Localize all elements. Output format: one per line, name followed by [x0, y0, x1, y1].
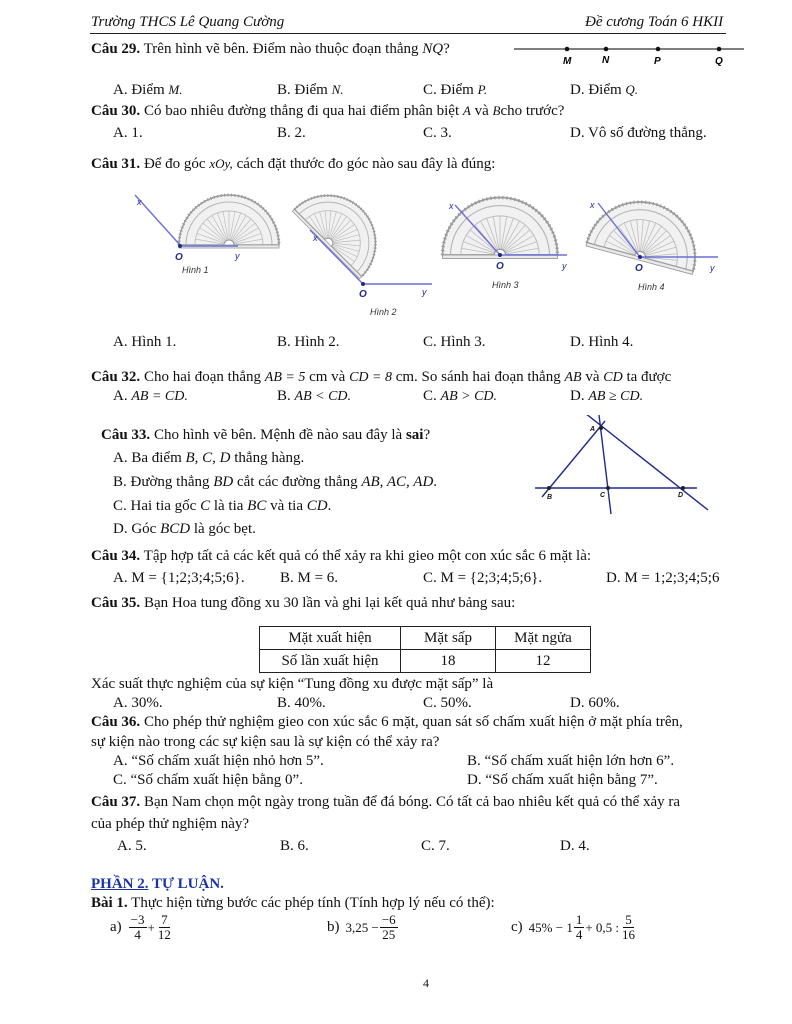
- option-value: AB = CD.: [131, 389, 188, 404]
- question-text: và: [585, 369, 600, 385]
- question-label: Câu 32.: [91, 369, 141, 385]
- denominator: 16: [622, 926, 636, 942]
- math: C: [200, 498, 211, 514]
- label-a: A: [590, 426, 596, 433]
- option-text: là góc bẹt.: [193, 521, 256, 537]
- option-value: M.: [168, 82, 183, 97]
- option-text: cắt các đường thẳng: [236, 474, 358, 490]
- header-doc-title: Đề cương Toán 6 HKII: [585, 14, 724, 30]
- numerator: 7: [161, 912, 168, 927]
- table-cell: Mặt ngửa: [496, 627, 591, 650]
- question-31: [91, 157, 495, 172]
- figure-hinh-2: [292, 185, 432, 317]
- point-n: [604, 47, 609, 52]
- option-d: D. 4.: [560, 838, 590, 854]
- option-label: D.: [570, 388, 585, 404]
- option-d: D. “Số chấm xuất hiện bằng 7”.: [467, 772, 658, 788]
- option-b: [113, 475, 437, 490]
- option-label: A. Điểm: [113, 82, 165, 98]
- item-label: c): [511, 918, 523, 935]
- option-c: C. “Số chấm xuất hiện bằng 0”.: [113, 772, 303, 788]
- math: BCD: [160, 521, 191, 537]
- line-ab: [542, 421, 605, 497]
- question-text: Cho phép thử nghiệm gieo con xúc sắc 6 mặt, quan sát số chấm xuất hiện ở mặt phía trên,: [143, 714, 683, 730]
- option-value: AB ≥ CD.: [588, 389, 644, 404]
- table-cell: 12: [496, 650, 591, 673]
- question-label: Câu 35.: [91, 595, 141, 611]
- expression: 3,25 −: [345, 919, 379, 935]
- math: B: [492, 103, 501, 118]
- numerator: −3: [130, 912, 145, 927]
- point-a: [599, 426, 603, 430]
- label-x: x: [590, 200, 595, 210]
- denominator: 4: [134, 926, 141, 942]
- numerator: 5: [625, 912, 632, 927]
- option-text: C. Hai tia gốc: [113, 498, 197, 514]
- option-d: [570, 389, 643, 404]
- option-c: C. M = {2;3;4;5;6}.: [423, 570, 543, 586]
- label-y: y: [422, 287, 427, 297]
- label-n: N: [602, 55, 610, 66]
- figure-triangle-abcd: [530, 415, 710, 525]
- label-d: D: [678, 492, 684, 499]
- header-school: Trường THCS Lê Quang Cường: [91, 14, 285, 30]
- question-33: [101, 428, 430, 443]
- exercise-1: [91, 896, 495, 911]
- question-text: Có bao nhiêu đường thẳng đi qua hai điểm phân biệt: [143, 103, 460, 119]
- option-c: [423, 389, 497, 404]
- table-cell: 18: [401, 650, 496, 673]
- math: NQ: [422, 41, 444, 57]
- option-a: A. 30%.: [113, 695, 163, 711]
- operator: +: [147, 919, 155, 935]
- denominator: 12: [157, 926, 171, 942]
- math: BD: [213, 474, 234, 490]
- question-32: [91, 370, 671, 385]
- question-text: Trên hình vẽ bên. Điểm nào thuộc đoạn thẳng: [143, 41, 419, 57]
- math: CD = 8: [349, 370, 392, 385]
- table-header-row: [260, 627, 591, 650]
- fraction: [620, 913, 637, 941]
- question-label: Câu 36.: [91, 714, 141, 730]
- option-b: [277, 389, 351, 404]
- option-value: Q.: [625, 82, 639, 97]
- question-tail: ?: [423, 427, 431, 443]
- option-label: C.: [423, 388, 437, 404]
- option-a: A. 5.: [117, 838, 147, 854]
- question-label: Câu 37.: [91, 794, 141, 810]
- caption: Hình 3: [492, 280, 519, 290]
- option-a: A. 1.: [113, 125, 143, 141]
- option-d: D. 60%.: [570, 695, 620, 711]
- option-text: D. Góc: [113, 521, 157, 537]
- figure-line-mnpq: [512, 40, 748, 68]
- section-title: TỰ LUẬN.: [151, 876, 224, 892]
- math: CD: [306, 498, 328, 514]
- numerator: −6: [381, 912, 396, 927]
- option-text: và tia: [270, 498, 303, 514]
- expression: 45% − 1: [528, 919, 573, 935]
- question-29: [91, 42, 450, 57]
- item-label: b): [327, 918, 340, 935]
- option-d: D. Vô số đường thẳng.: [570, 125, 707, 141]
- label-p: P: [654, 56, 661, 67]
- option-text: .: [327, 498, 332, 514]
- section-number: PHẦN 2.: [91, 876, 149, 892]
- question-tail: ?: [443, 41, 450, 57]
- option-a: [113, 389, 188, 404]
- question-label: Câu 30.: [91, 103, 141, 119]
- option-text: B. Đường thẳng: [113, 474, 210, 490]
- question-tail: cách đặt thước đo góc nào sau đây là đúng:: [236, 156, 496, 172]
- question-35-followup: Xác suất thực nghiệm của sự kiện “Tung đồng xu được mặt sấp” là: [91, 676, 494, 692]
- option-b: B. “Số chấm xuất hiện lớn hơn 6”.: [467, 753, 675, 769]
- item-label: a): [110, 918, 122, 935]
- point-c: [606, 486, 610, 490]
- option-label: B. Điểm: [277, 82, 328, 98]
- denominator: 25: [382, 926, 396, 942]
- section-heading: [91, 877, 224, 892]
- denominator: 4: [575, 926, 583, 942]
- label-y: y: [562, 261, 567, 271]
- fraction: [156, 913, 173, 941]
- option-c: [423, 83, 487, 98]
- table-cell: Số lần xuất hiện: [260, 650, 401, 673]
- question-label: Câu 31.: [91, 156, 141, 172]
- label-q: Q: [715, 56, 723, 67]
- label-o: O: [496, 261, 504, 272]
- math: B, C, D: [185, 450, 231, 466]
- question-34: [91, 549, 591, 564]
- label-o: O: [359, 289, 367, 300]
- question-text: ta được: [626, 369, 672, 385]
- question-text: Cho hai đoạn thẳng: [143, 369, 262, 385]
- option-b: [277, 83, 344, 98]
- option-value: N.: [331, 82, 344, 97]
- caption: Hình 4: [638, 282, 665, 292]
- option-a: A. Hình 1.: [113, 334, 177, 350]
- question-text: Cho hình vẽ bên. Mệnh đề nào sau đây là: [153, 427, 403, 443]
- table-cell: Mặt xuất hiện: [260, 627, 401, 650]
- question-36: [91, 715, 683, 730]
- math: A: [462, 103, 471, 118]
- question-text: Để đo góc: [143, 156, 206, 172]
- table-cell: Mặt sấp: [401, 627, 496, 650]
- option-b: B. 6.: [280, 838, 309, 854]
- option-c: [113, 499, 331, 514]
- exercise-label: Bài 1.: [91, 895, 128, 911]
- label-y: y: [710, 263, 715, 273]
- question-text: Tập hợp tất cả các kết quả có thể xảy ra khi gieo một con xúc sắc 6 mặt là:: [143, 548, 592, 564]
- option-b: B. M = 6.: [280, 570, 339, 586]
- option-c: C. 7.: [421, 838, 450, 854]
- question-text: Bạn Nam chọn một ngày trong tuần để đá bóng. Có tất cả bao nhiêu kết quả có thể xảy ra: [143, 794, 681, 810]
- question-label: Câu 29.: [91, 41, 141, 57]
- option-a: [113, 83, 183, 98]
- option-label: D. Điểm: [570, 82, 622, 98]
- point-m: [565, 47, 570, 52]
- fraction: [129, 913, 147, 941]
- option-a: [113, 451, 304, 466]
- option-a: A. “Số chấm xuất hiện nhỏ hơn 5”.: [113, 753, 324, 769]
- option-label: B.: [277, 388, 291, 404]
- label-x: x: [313, 233, 318, 243]
- option-b: B. 40%.: [277, 695, 326, 711]
- option-d: [570, 83, 638, 98]
- label-x: x: [449, 201, 454, 211]
- expression: + 0,5 :: [585, 919, 620, 935]
- math: xOy,: [209, 156, 233, 171]
- question-30: [91, 104, 564, 119]
- question-label: Câu 34.: [91, 548, 141, 564]
- question-text: cm và: [309, 369, 346, 385]
- option-b: B. 2.: [277, 125, 306, 141]
- question-text: và: [474, 103, 489, 119]
- point-p: [656, 47, 661, 52]
- figure-hinh-1: [135, 195, 279, 275]
- label-c: C: [600, 492, 606, 499]
- question-37-line2: của phép thử nghiệm này?: [91, 816, 250, 832]
- label-y: y: [235, 251, 240, 261]
- figure-hinh-3: [443, 198, 568, 291]
- point-q: [717, 47, 722, 52]
- question-tail: cho trước?: [500, 103, 565, 119]
- exercise-1b: [327, 913, 399, 941]
- label-b: B: [547, 494, 553, 501]
- question-35: [91, 596, 515, 611]
- option-d: D. M = 1;2;3;4;5;6: [606, 570, 720, 586]
- option-text: là tia: [213, 498, 244, 514]
- coin-toss-table: [259, 626, 591, 673]
- option-value: P.: [477, 82, 488, 97]
- question-text: Bạn Hoa tung đồng xu 30 lần và ghi lại kết quả như bảng sau:: [143, 595, 516, 611]
- math: AB, AC, AD: [361, 474, 434, 490]
- label-o: O: [175, 252, 183, 263]
- option-a: A. M = {1;2;3;4;5;6}.: [113, 570, 245, 586]
- option-c: C. 3.: [423, 125, 452, 141]
- caption: Hình 1: [182, 265, 209, 275]
- question-text: cm. So sánh hai đoạn thẳng: [395, 369, 561, 385]
- point-d: [681, 486, 685, 490]
- emphasis: sai: [405, 427, 424, 443]
- header-rule: [90, 33, 726, 34]
- math: AB = 5: [264, 370, 306, 385]
- option-b: B. Hình 2.: [277, 334, 340, 350]
- exercise-text: Thực hiện từng bước các phép tính (Tính hợp lý nếu có thể):: [131, 895, 495, 911]
- figure-hinh-4: [586, 190, 718, 292]
- fraction: [574, 913, 585, 941]
- caption: Hình 2: [370, 307, 397, 317]
- option-text: thẳng hàng.: [234, 450, 305, 466]
- label-o: O: [635, 263, 643, 274]
- fraction: [380, 913, 398, 941]
- option-value: AB > CD.: [440, 389, 498, 404]
- math: AB: [564, 370, 582, 385]
- option-c: C. Hình 3.: [423, 334, 486, 350]
- option-label: A.: [113, 388, 128, 404]
- math: CD: [603, 370, 623, 385]
- exercise-1c: [511, 913, 638, 941]
- option-text: A. Ba điểm: [113, 450, 182, 466]
- question-37: [91, 795, 680, 810]
- exercise-1a: [110, 913, 174, 941]
- table-row: [260, 650, 591, 673]
- option-label: C. Điểm: [423, 82, 474, 98]
- question-36-line2: sự kiện nào trong các sự kiện sau là sự kiện có thể xảy ra?: [91, 734, 440, 750]
- protractor-figures: [120, 185, 760, 320]
- option-text: .: [433, 474, 438, 490]
- label-m: M: [563, 56, 572, 67]
- page-number: 4: [423, 976, 429, 990]
- option-d: D. Hình 4.: [570, 334, 634, 350]
- question-label: Câu 33.: [101, 427, 151, 443]
- option-d: [113, 522, 256, 537]
- label-x: x: [137, 197, 142, 207]
- numerator: 1: [575, 912, 583, 927]
- option-value: AB < CD.: [294, 389, 352, 404]
- math: BC: [247, 498, 267, 514]
- point-b: [547, 486, 551, 490]
- option-c: C. 50%.: [423, 695, 472, 711]
